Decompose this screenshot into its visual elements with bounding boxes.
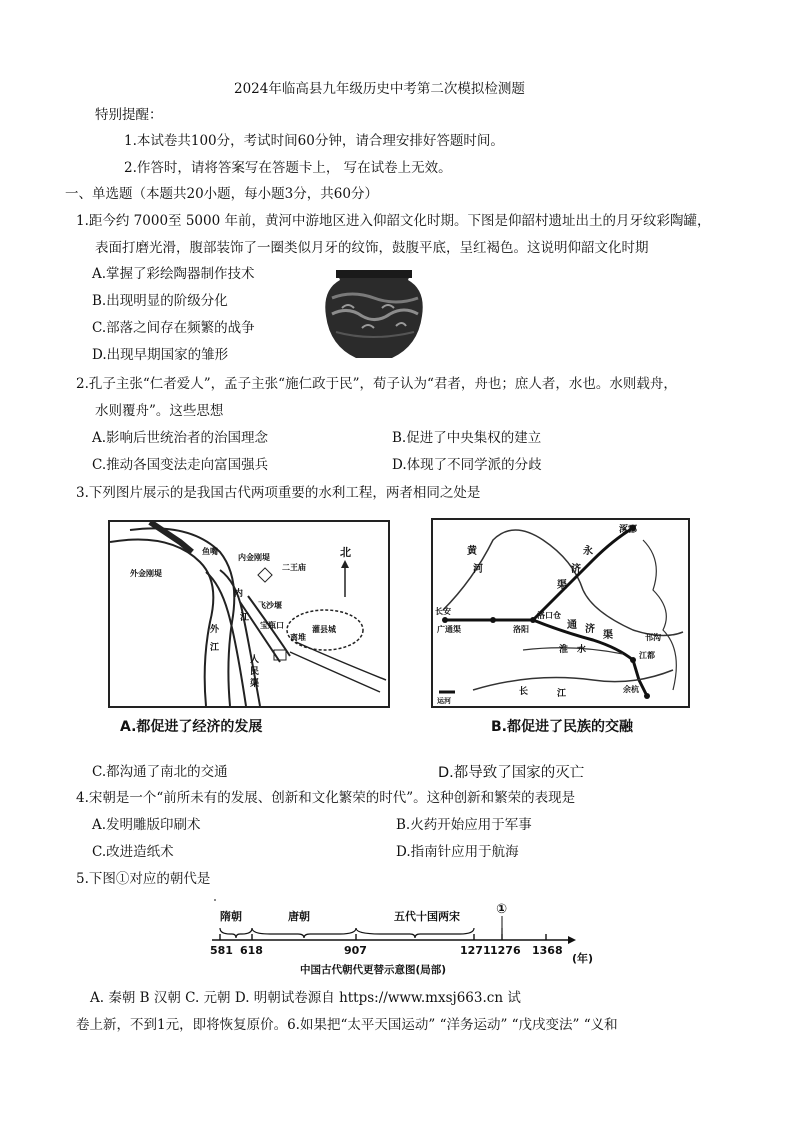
map1-label-outer: 外 xyxy=(210,625,220,635)
map2-label-shui: 水 xyxy=(577,645,587,655)
q1-option-a: A.掌握了彩绘陶器制作技术 xyxy=(92,266,255,282)
map1-label-river-a: 江 xyxy=(240,613,250,623)
map1-label-feishayan: 飞沙堰 xyxy=(258,601,282,610)
timeline-period-sui: 隋朝 xyxy=(220,910,242,923)
map1-label-min: 民 xyxy=(250,667,260,677)
map1-label-qu: 渠 xyxy=(250,679,260,689)
q4-option-a: A.发明雕版印刷术 xyxy=(92,817,201,833)
q3-option-b: B.都促进了民族的交融 xyxy=(491,719,633,735)
map1-label-river-b: 江 xyxy=(210,643,220,653)
timeline-caption: 中国古代朝代更替示意图(局部) xyxy=(300,964,447,976)
timeline-unit: (年) xyxy=(572,952,594,965)
q4-option-c: C.改进造纸术 xyxy=(92,844,174,860)
timeline-year-907: 907 xyxy=(344,944,367,957)
q5-options: A. 秦朝 B 汉朝 C. 元朝 D. 明朝试卷源自 https://www.mxsj663.cn 试 xyxy=(90,990,521,1006)
q4-option-b: B.火药开始应用于军事 xyxy=(396,817,532,833)
q3-option-a: A.都促进了经济的发展 xyxy=(120,719,263,735)
map2-label-yong: 永 xyxy=(583,546,593,557)
map1-label-inner: 内 xyxy=(234,589,244,599)
dujiangyan-map xyxy=(108,520,390,708)
timeline-period-song: 五代十国两宋 xyxy=(394,910,460,923)
map2-legend-canal: 运河 xyxy=(437,697,451,705)
map2-label-hangou: 邗沟 xyxy=(645,633,661,642)
q2-option-c: C.推动各国变法走向富国强兵 xyxy=(92,457,269,473)
q3-stem: 3.下列图片展示的是我国古代两项重要的水利工程，两者相同之处是 xyxy=(76,485,481,501)
timeline-marker: ① xyxy=(496,902,508,917)
q5-stem: 5.下图①对应的朝代是 xyxy=(76,871,211,887)
q2-option-d: D.体现了不同学派的分歧 xyxy=(392,457,542,473)
map2-label-huai: 淮 xyxy=(559,645,569,655)
map2-label-chang: 长 xyxy=(519,687,529,697)
map1-label-ren: 人 xyxy=(250,655,260,665)
timeline-year-618: 618 xyxy=(240,944,263,957)
q2-stem-line1: 2.孔子主张“仁者爱人”，孟子主张“施仁政于民”，荀子认为“君者，舟也；庶人者，水也。水则载舟， xyxy=(76,376,677,392)
map2-label-ji2: 济 xyxy=(585,624,595,635)
map2-label-luoyang: 洛阳 xyxy=(513,625,529,634)
map1-label-yuzui: 鱼嘴 xyxy=(202,547,218,556)
map2-label-jiang: 江 xyxy=(557,689,567,699)
q4-option-d: D.指南针应用于航海 xyxy=(396,844,519,860)
pottery-jar-image xyxy=(322,268,426,362)
map2-label-guangtong: 广通渠 xyxy=(437,625,461,634)
dynasty-timeline xyxy=(210,898,594,978)
q5-tail-line: 卷上新，不到1元，即将恢复原价。6.如果把“太平天国运动” “洋务运动” “戊戌变法” “义和 xyxy=(76,1017,618,1033)
map2-label-huang: 黄 xyxy=(467,546,477,557)
q1-option-d: D.出现早期国家的雏形 xyxy=(92,347,229,363)
timeline-period-tang: 唐朝 xyxy=(288,910,310,923)
grand-canal-map xyxy=(431,518,690,708)
map2-label-zhuojun: 涿郡 xyxy=(619,525,638,535)
map2-label-ji1: 济 xyxy=(571,564,581,575)
notice-item-1: 1.本试卷共100分，考试时间60分钟，请合理安排好答题时间。 xyxy=(124,133,504,149)
q3-option-d: D.都导致了国家的灭亡 xyxy=(438,765,585,781)
map1-label-lidui: 离堆 xyxy=(290,633,306,642)
q2-option-a: A.影响后世统治者的治国理念 xyxy=(92,430,269,446)
map2-label-qu2: 渠 xyxy=(603,630,613,641)
notice-item-2: 2.作答时，请将答案写在答题卡上， 写在试卷上无效。 xyxy=(124,160,452,176)
q1-option-b: B.出现明显的阶级分化 xyxy=(92,293,228,309)
timeline-year-1271: 1271 xyxy=(460,944,491,957)
map2-label-tong: 通 xyxy=(567,620,577,631)
q1-option-c: C.部落之间存在频繁的战争 xyxy=(92,320,255,336)
map2-label-yuhang: 余杭 xyxy=(623,685,639,694)
q1-stem-line1: 1.距今约 7000至 5000 年前，黄河中游地区进入仰韶文化时期。下图是仰韶村遗址出土的月牙纹彩陶罐， xyxy=(76,213,711,229)
q1-stem-line2: 表面打磨光滑，腹部装饰了一圈类似月牙的纹饰，鼓腹平底，呈红褐色。这说明仰韶文化时期 xyxy=(95,240,649,256)
q4-stem: 4.宋朝是一个“前所未有的发展、创新和文化繁荣的时代”。这种创新和繁荣的表现是 xyxy=(76,790,576,806)
map2-label-changan: 长安 xyxy=(435,607,451,616)
map1-label-north: 北 xyxy=(340,546,351,559)
section-heading: 一、单选题（本题共20小题，每小题3分，共60分） xyxy=(65,186,378,202)
timeline-year-581: 581 xyxy=(210,944,233,957)
map1-label-outer-dike: 外金刚堤 xyxy=(130,569,162,578)
map2-label-he: 河 xyxy=(473,564,483,575)
notice-heading: 特别提醒： xyxy=(95,107,163,123)
map1-label-inner-dike: 内金刚堤 xyxy=(238,553,270,562)
map2-label-jiangdu: 江都 xyxy=(639,651,655,660)
timeline-year-1368: 1368 xyxy=(532,944,563,957)
map1-label-city: 灌县城 xyxy=(312,625,336,634)
q2-option-b: B.促进了中央集权的建立 xyxy=(392,430,542,446)
page-title: 2024年临高县九年级历史中考第二次模拟检测题 xyxy=(234,81,525,97)
timeline-year-1276: 1276 xyxy=(490,944,521,957)
q3-option-c: C.都沟通了南北的交通 xyxy=(92,764,228,780)
map2-label-qu1: 渠 xyxy=(557,580,567,591)
map2-label-luokoucang: 洛口仓 xyxy=(537,611,561,620)
map1-label-baopingkou: 宝瓶口 xyxy=(260,621,284,630)
map1-label-temple: 二王庙 xyxy=(282,563,306,572)
q2-stem-line2: 水则覆舟”。这些思想 xyxy=(95,403,224,419)
